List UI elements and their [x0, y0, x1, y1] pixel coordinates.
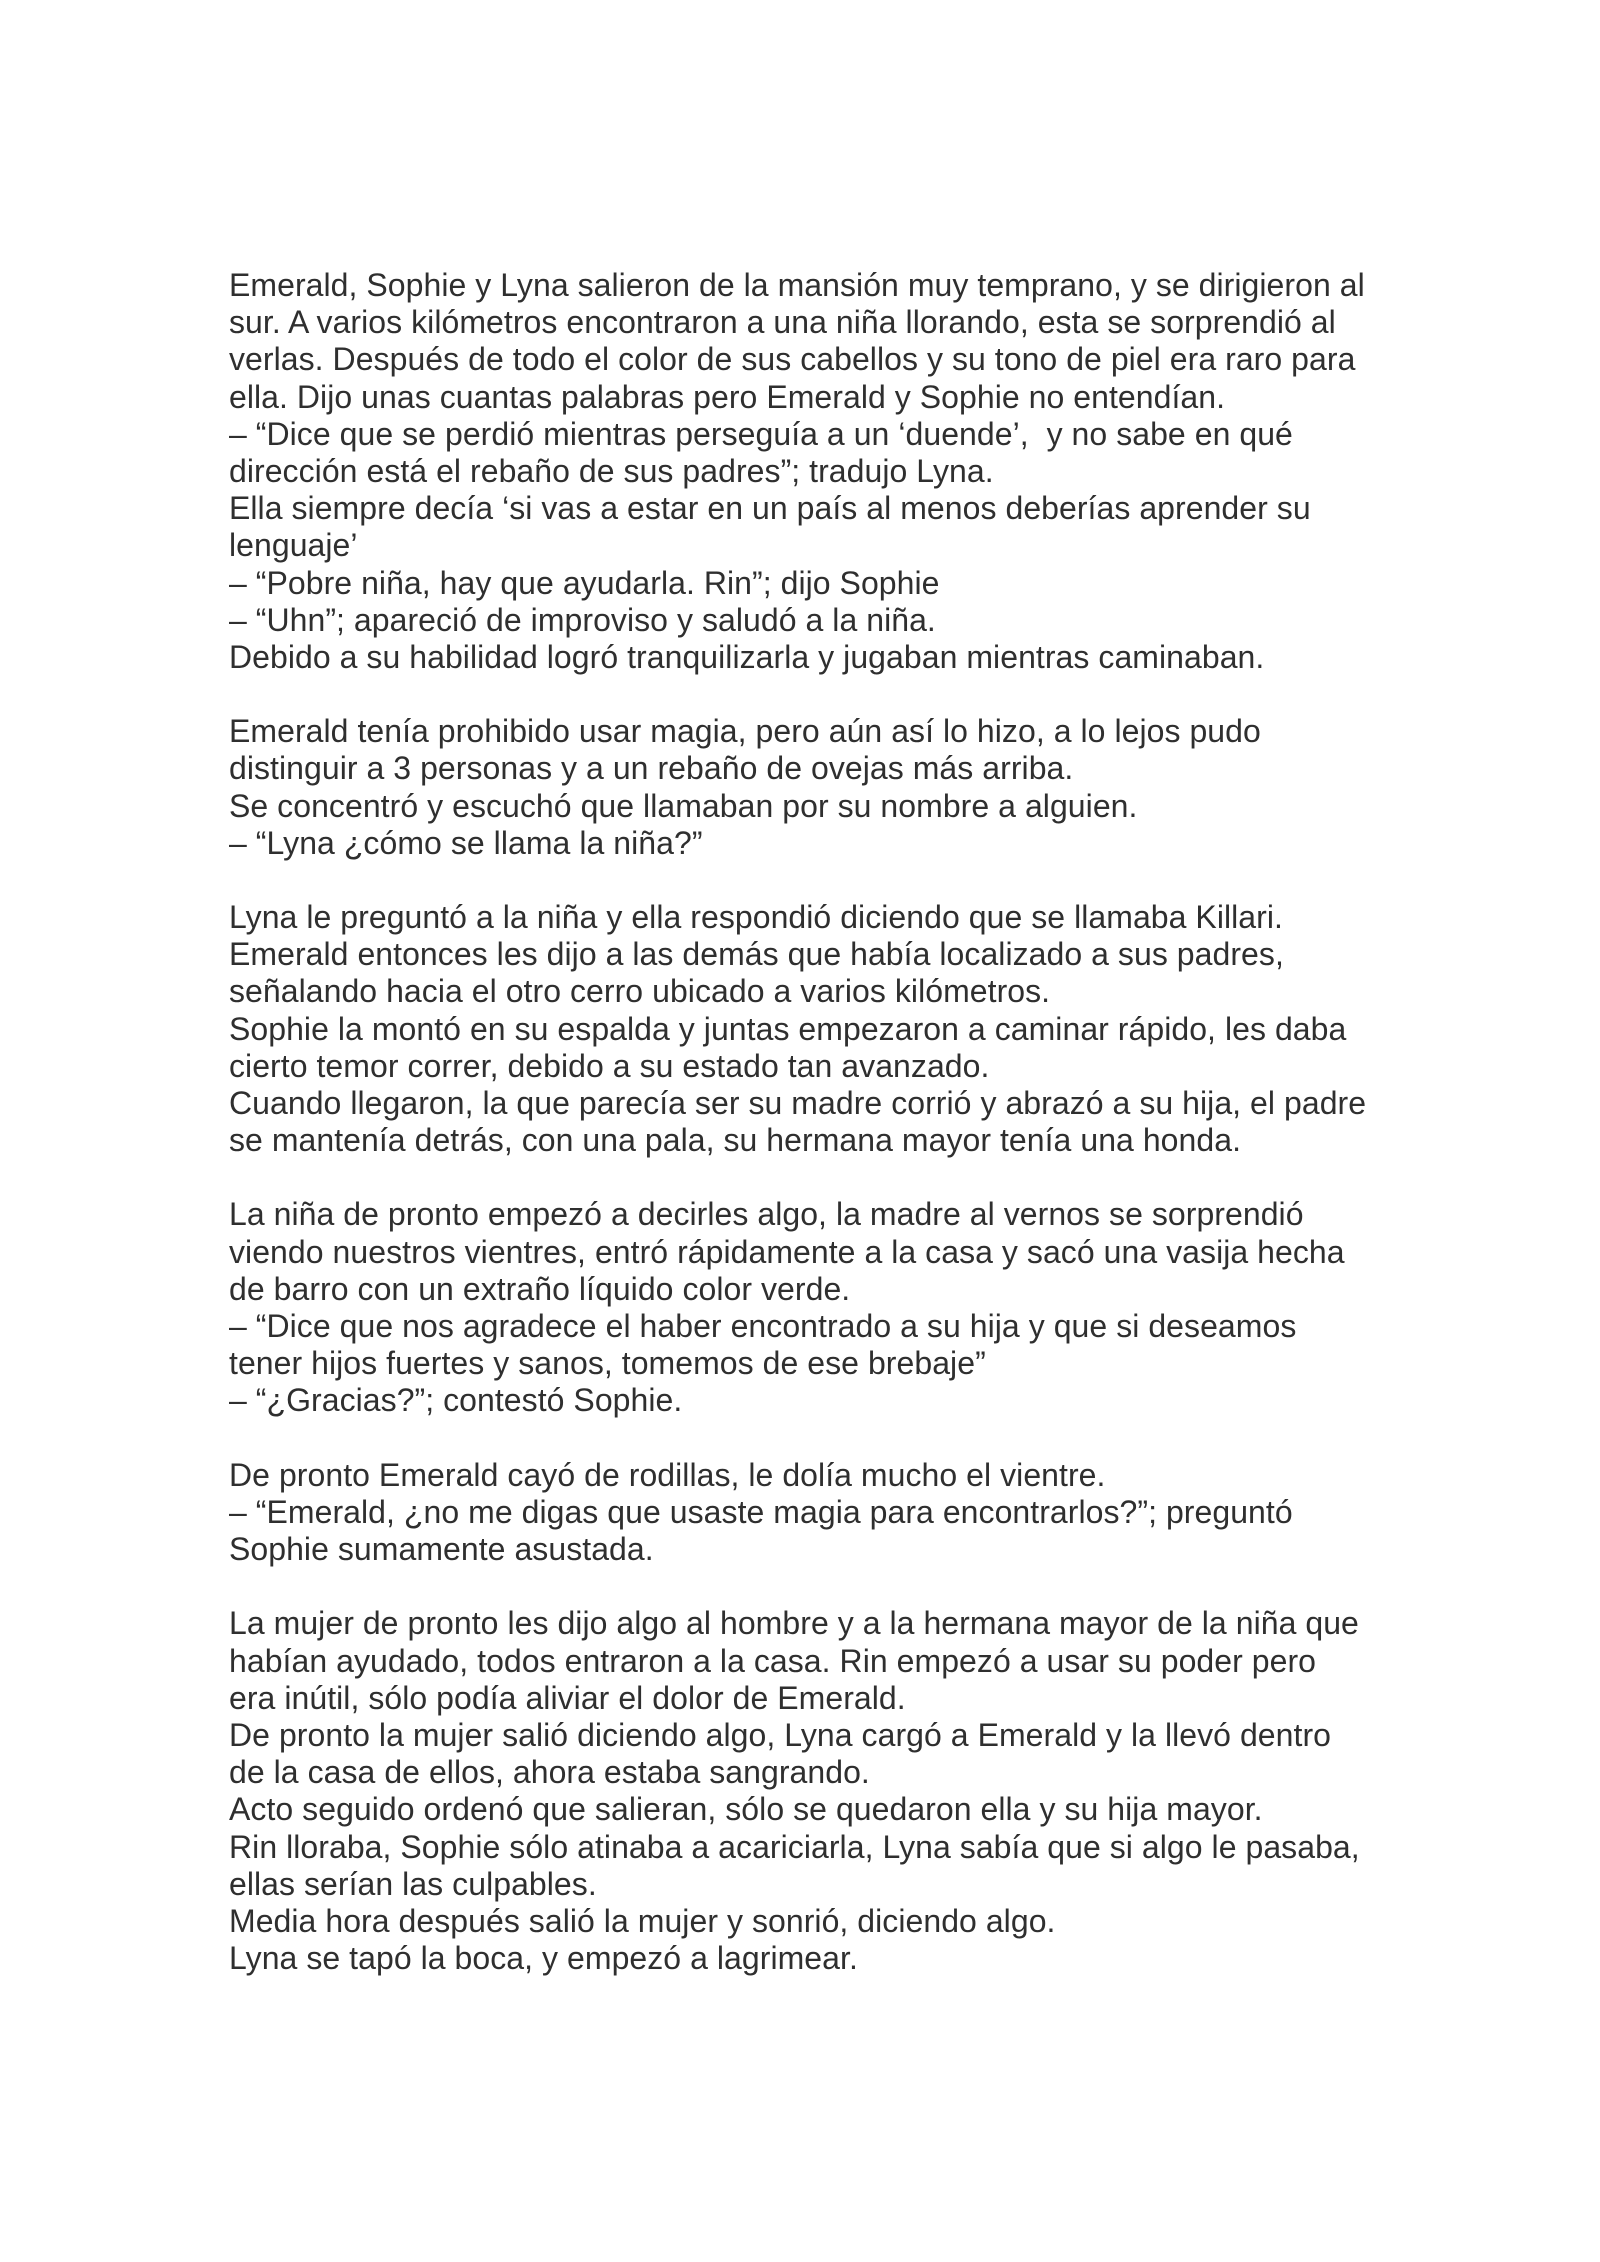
text-line: de barro con un extraño líquido color verde.	[229, 1270, 851, 1307]
text-line: De pronto Emerald cayó de rodillas, le dolía mucho el vientre.	[229, 1456, 1106, 1493]
text-line: Sophie la montó en su espalda y juntas empezaron a caminar rápido, les daba	[229, 1010, 1347, 1047]
text-line: de la casa de ellos, ahora estaba sangrando.	[229, 1754, 870, 1791]
text-line: sur. A varios kilómetros encontraron a una niña llorando, esta se sorprendió al	[229, 304, 1336, 341]
text-line: – “Pobre niña, hay que ayudarla. Rin”; dijo Sophie	[229, 564, 940, 601]
text-line: tener hijos fuertes y sanos, tomemos de ese brebaje”	[229, 1345, 986, 1382]
text-line: viendo nuestros vientres, entró rápidamente a la casa y sacó una vasija hecha	[229, 1233, 1345, 1270]
text-line: ellas serían las culpables.	[229, 1865, 597, 1902]
text-line: – “¿Gracias?”; contestó Sophie.	[229, 1382, 683, 1419]
text-line: Emerald, Sophie y Lyna salieron de la mansión muy temprano, y se dirigieron al	[229, 267, 1365, 303]
text-line: Sophie sumamente asustada.	[229, 1531, 654, 1568]
document-body	[229, 267, 1389, 2014]
text-line: Lyna le preguntó a la niña y ella respondió diciendo que se llamaba Killari.	[229, 899, 1283, 936]
text-line: – “Dice que se perdió mientras perseguía a un ‘duende’, y no sabe en qué	[229, 415, 1293, 452]
paragraph-5	[229, 1457, 1389, 1569]
text-line: lenguaje’	[229, 527, 358, 564]
text-line: – “Dice que nos agradece el haber encontrado a su hija y que si deseamos	[229, 1308, 1297, 1345]
text-line: Lyna se tapó la boca, y empezó a lagrimear.	[229, 1940, 858, 1977]
text-line: La mujer de pronto les dijo algo al hombre y a la hermana mayor de la niña que	[229, 1605, 1359, 1642]
text-line: Acto seguido ordenó que salieran, sólo se quedaron ella y su hija mayor.	[229, 1791, 1263, 1828]
text-line: De pronto la mujer salió diciendo algo, Lyna cargó a Emerald y la llevó dentro	[229, 1716, 1331, 1753]
paragraph-3	[229, 899, 1389, 1159]
text-line: Rin lloraba, Sophie sólo atinaba a acariciarla, Lyna sabía que si algo le pasaba,	[229, 1828, 1360, 1865]
text-line: La niña de pronto empezó a decirles algo, la madre al vernos se sorprendió	[229, 1196, 1304, 1233]
text-line: Ella siempre decía ‘si vas a estar en un país al menos deberías aprender su	[229, 490, 1311, 527]
paragraph-2	[229, 713, 1389, 862]
text-line: habían ayudado, todos entraron a la casa. Rin empezó a usar su poder pero	[229, 1642, 1317, 1679]
text-line: se mantenía detrás, con una pala, su hermana mayor tenía una honda.	[229, 1122, 1242, 1159]
text-line: Emerald tenía prohibido usar magia, pero aún así lo hizo, a lo lejos pudo	[229, 713, 1261, 750]
paragraph-1	[229, 267, 1389, 676]
text-line: distinguir a 3 personas y a un rebaño de ovejas más arriba.	[229, 750, 1074, 787]
text-line: Se concentró y escuchó que llamaban por su nombre a alguien.	[229, 787, 1138, 824]
text-line: Emerald entonces les dijo a las demás que había localizado a sus padres,	[229, 936, 1284, 973]
paragraph-4	[229, 1196, 1389, 1419]
text-line: – “Uhn”; apareció de improviso y saludó a la niña.	[229, 601, 936, 638]
text-line: cierto temor correr, debido a su estado tan avanzado.	[229, 1047, 990, 1084]
text-line: dirección está el rebaño de sus padres”; tradujo Lyna.	[229, 453, 994, 490]
text-line: Media hora después salió la mujer y sonrió, diciendo algo.	[229, 1902, 1056, 1939]
text-line: verlas. Después de todo el color de sus cabellos y su tono de piel era raro para	[229, 341, 1356, 378]
text-line: – “Emerald, ¿no me digas que usaste magia para encontrarlos?”; preguntó	[229, 1493, 1293, 1530]
text-line: ella. Dijo unas cuantas palabras pero Emerald y Sophie no entendían.	[229, 378, 1226, 415]
text-line: era inútil, sólo podía aliviar el dolor de Emerald.	[229, 1679, 906, 1716]
text-line: – “Lyna ¿cómo se llama la niña?”	[229, 824, 703, 861]
text-line: Cuando llegaron, la que parecía ser su madre corrió y abrazó a su hija, el padre	[229, 1085, 1367, 1122]
paragraph-6	[229, 1605, 1389, 1977]
text-line: señalando hacia el otro cerro ubicado a varios kilómetros.	[229, 973, 1051, 1010]
text-line: Debido a su habilidad logró tranquilizarla y jugaban mientras caminaban.	[229, 639, 1265, 676]
